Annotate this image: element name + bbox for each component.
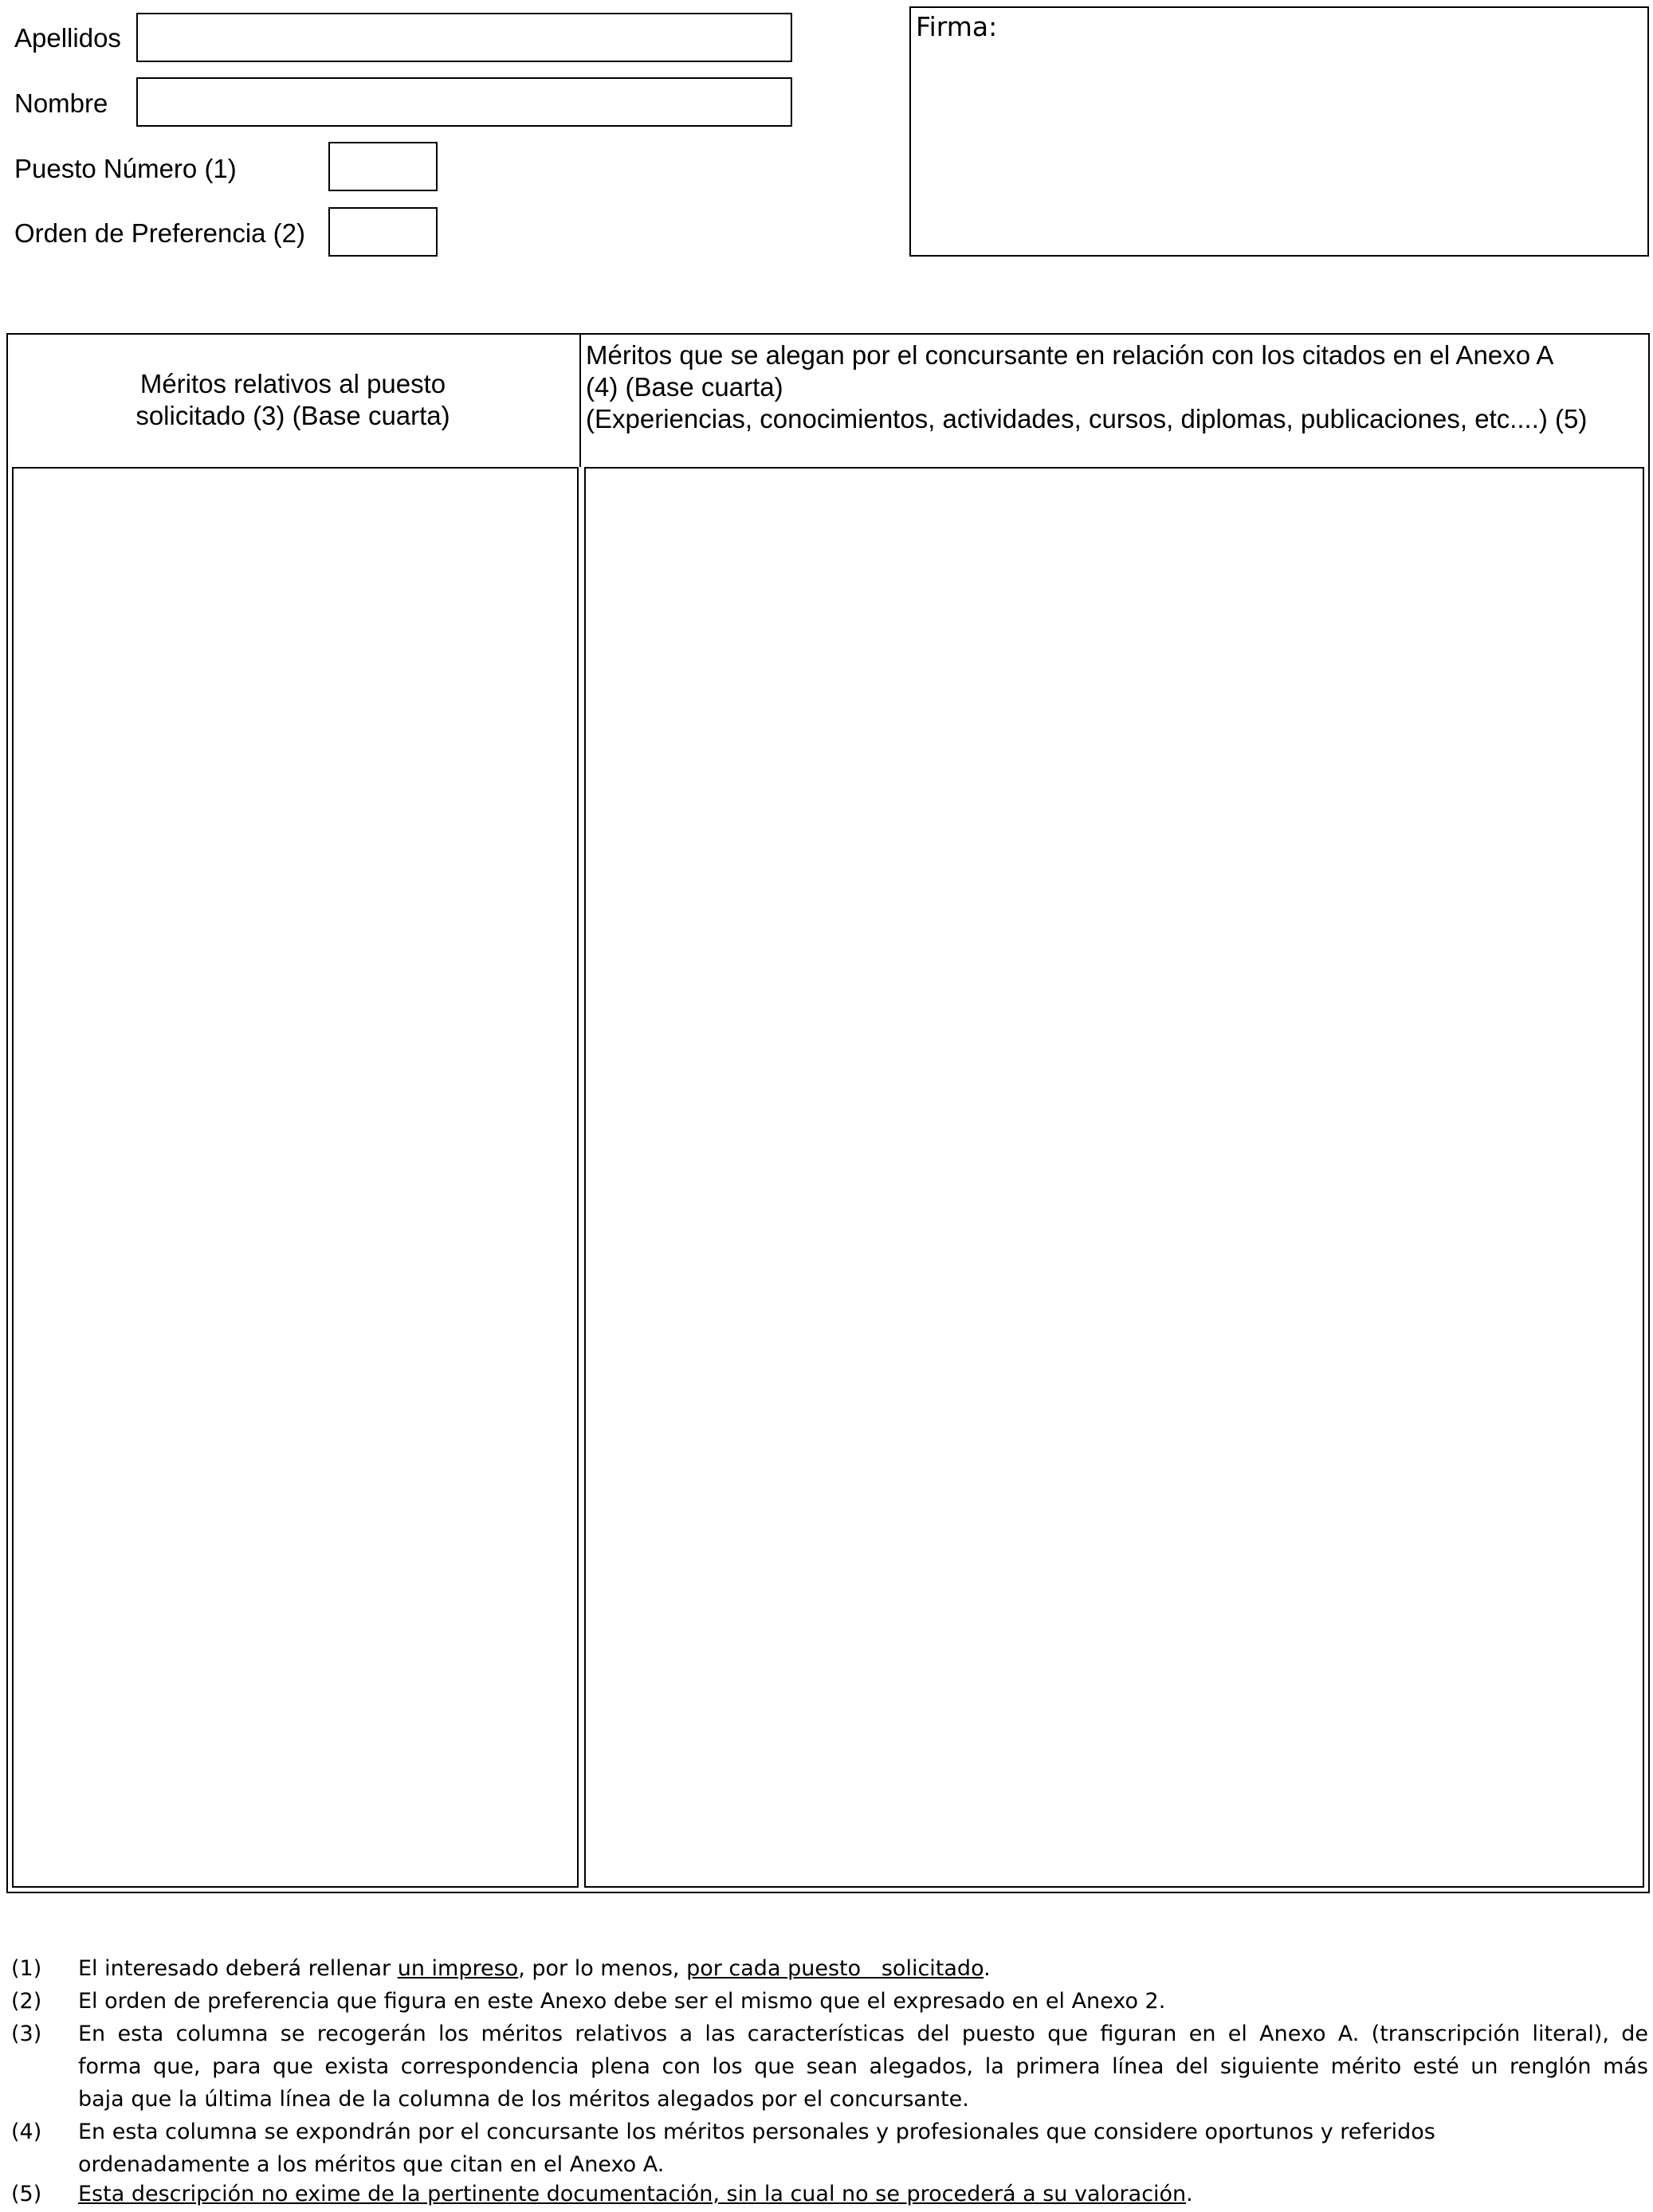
footnote-4-line1: En esta columna se expondrán por el concursante los méritos personales y profesionales que considere oportunos y referidos: [78, 2120, 1435, 2144]
footnote-5-text: [78, 2178, 1648, 2210]
nombre-field[interactable]: [136, 77, 792, 127]
orden-preferencia-field[interactable]: [328, 207, 438, 257]
footnote-5-underlined: Esta descripción no exime de la pertinente documentación, sin la cual no se procederá a su valoración: [78, 2182, 1187, 2206]
col1-content-area[interactable]: [12, 467, 579, 1888]
footnote-2-text: El orden de preferencia que figura en este Anexo debe ser el mismo que el expresado en el Anexo 2.: [78, 1989, 1166, 2014]
col2-content-area[interactable]: [584, 467, 1644, 1888]
orden-preferencia-label: Orden de Preferencia (2): [14, 218, 306, 248]
footnote-3-line1: En esta columna se recogerán los méritos relativos a las características del puesto que figuran en el Anexo A. (transcripción literal), de: [78, 2022, 1648, 2046]
footnote-1-part3: .: [984, 1956, 991, 1981]
footnote-5: [11, 2178, 1648, 2210]
puesto-numero-field[interactable]: [328, 142, 438, 191]
footnote-1-text: [78, 1952, 1648, 1985]
footnote-1-number: (1): [11, 1956, 42, 1981]
col2-header-line3: (Experiencias, conocimientos, actividades, cursos, diplomas, publicaciones, etc....) (5): [586, 404, 1588, 433]
apellidos-label: Apellidos: [14, 23, 121, 53]
footnote-2: [11, 1985, 1648, 2018]
footnote-1-part2: , por lo menos,: [518, 1956, 687, 1981]
footnote-1-underline1: un impreso: [397, 1956, 519, 1981]
footnote-1-underline2: por cada puesto solicitado: [686, 1956, 984, 1981]
footnote-4-number: (4): [11, 2120, 42, 2144]
footnote-1: [11, 1952, 1648, 1985]
footnote-4: [11, 2116, 1648, 2181]
column-divider: [579, 333, 581, 467]
apellidos-field[interactable]: [136, 13, 792, 62]
col2-header-line1: Méritos que se alegan por el concursante en relación con los citados en el Anexo A: [586, 340, 1554, 370]
nombre-label: Nombre: [14, 88, 108, 118]
col2-header-line2: (4) (Base cuarta): [586, 372, 783, 402]
footnote-3-number: (3): [11, 2022, 42, 2046]
footnote-2-number: (2): [11, 1989, 42, 2014]
col2-header: [586, 339, 1646, 435]
col1-header: Méritos relativos al puesto solicitado (3) (Base cuarta): [135, 369, 450, 430]
firma-box[interactable]: [909, 6, 1649, 257]
puesto-numero-label: Puesto Número (1): [14, 154, 237, 183]
firma-label: Firma:: [916, 11, 998, 42]
footnote-5-tail: .: [1186, 2182, 1193, 2206]
footnote-3: [11, 2018, 1648, 2116]
footnote-3-line2: forma que, para que exista correspondencia plena con los que sean alegados, la primera línea del siguiente mérito esté un renglón más: [78, 2054, 1648, 2079]
footnote-3-line3: baja que la última línea de la columna de los méritos alegados por el concursante.: [78, 2087, 969, 2112]
footnote-1-part1: El interesado deberá rellenar: [78, 1956, 398, 1981]
footnote-4-line2: ordenadamente a los méritos que citan en el Anexo A.: [78, 2152, 665, 2177]
footnote-5-number: (5): [11, 2182, 42, 2206]
